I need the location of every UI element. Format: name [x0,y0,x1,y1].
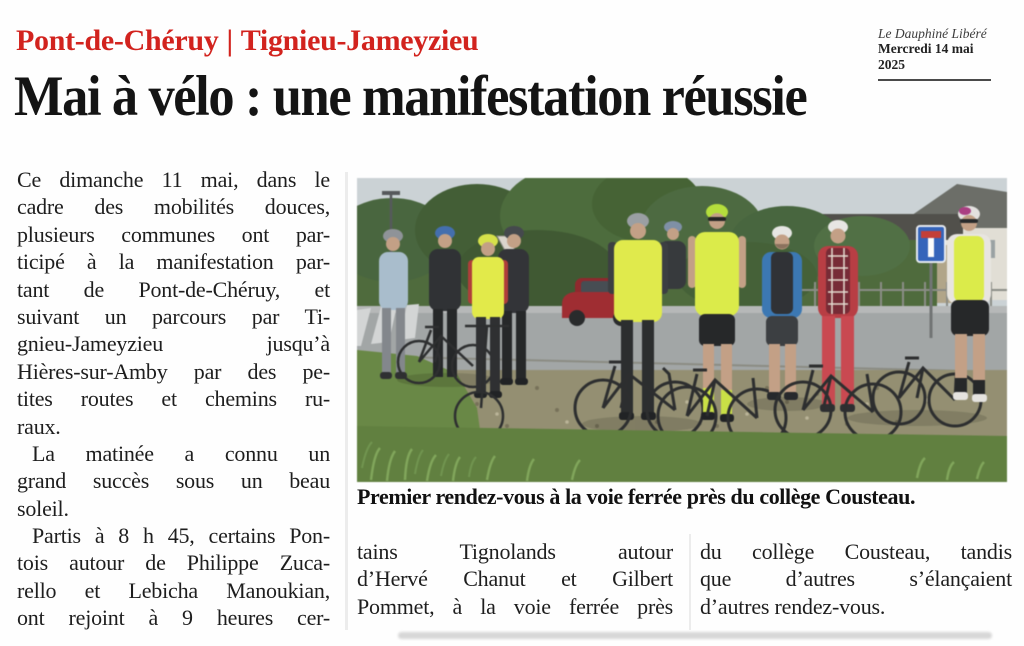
body-text-line: Ce dimanche 11 mai, dans le [17,167,330,192]
article-column-3 [700,538,1012,620]
body-text-line: suivant un parcours par Ti- [17,303,330,329]
body-text-line: d’autres rendez-vous. [700,593,886,619]
body-text-line: du collège Cousteau, tandis [700,539,1012,564]
body-text-line: tant de Pont-de-Chéruy, et [17,276,330,302]
kicker-separator: | [226,24,233,57]
kicker [16,24,478,58]
body-text-line: plusieurs communes ont par- [17,221,330,247]
article-column-1 [17,166,330,632]
body-text-line: que d’autres s’élançaient [700,566,1012,592]
body-text-line: grand succès sous un beau [17,468,330,494]
body-text-line: Hières-sur-Amby par des pe- [17,358,330,384]
body-text-line: cadre des mobilités douces, [17,194,330,220]
photo-caption: Premier rendez-vous à la voie ferrée près du collège Cousteau. [357,484,916,509]
kicker-location-1: Pont-de-Chéruy [16,24,219,57]
column-divider [345,172,348,630]
article-column-2 [357,538,673,620]
clipping-bottom-shadow [398,632,992,639]
body-text-line: tites routes et chemins ru- [17,386,330,412]
kicker-location-2: Tignieu-Jameyzieu [240,24,479,57]
body-text-line: gnieu-Jameyzieu jusqu’à [17,331,330,357]
body-text-line: Partis à 8 h 45, certains Pon- [32,523,330,549]
body-text-line: d’Hervé Chanut et Gilbert [357,566,673,592]
headline: Mai à vélo : une manifestation réussie [14,65,807,128]
body-text-line: tains Tignolands autour [357,539,673,564]
article-photo-illustration [357,178,1007,482]
masthead [878,26,993,81]
masthead-rule [878,79,991,81]
column-divider [689,534,691,630]
body-text-line: ticipé à la manifestation par- [17,249,330,275]
body-text-line: Pommet, à la voie ferrée près [357,593,673,619]
body-text-line: La matinée a connu un [32,440,330,466]
body-text-line: rello et Lebicha Manoukian, [17,577,330,603]
issue-date: Mercredi 14 mai 2025 [878,41,974,72]
body-text-line: ont rejoint à 9 heures cer- [17,605,330,631]
body-text-line: raux. [17,413,61,439]
body-text-line: tois autour de Philippe Zuca- [17,550,330,576]
article-photo [357,178,1007,482]
body-text-line: soleil. [17,495,69,521]
newspaper-name: Le Dauphiné Libéré [878,26,987,41]
